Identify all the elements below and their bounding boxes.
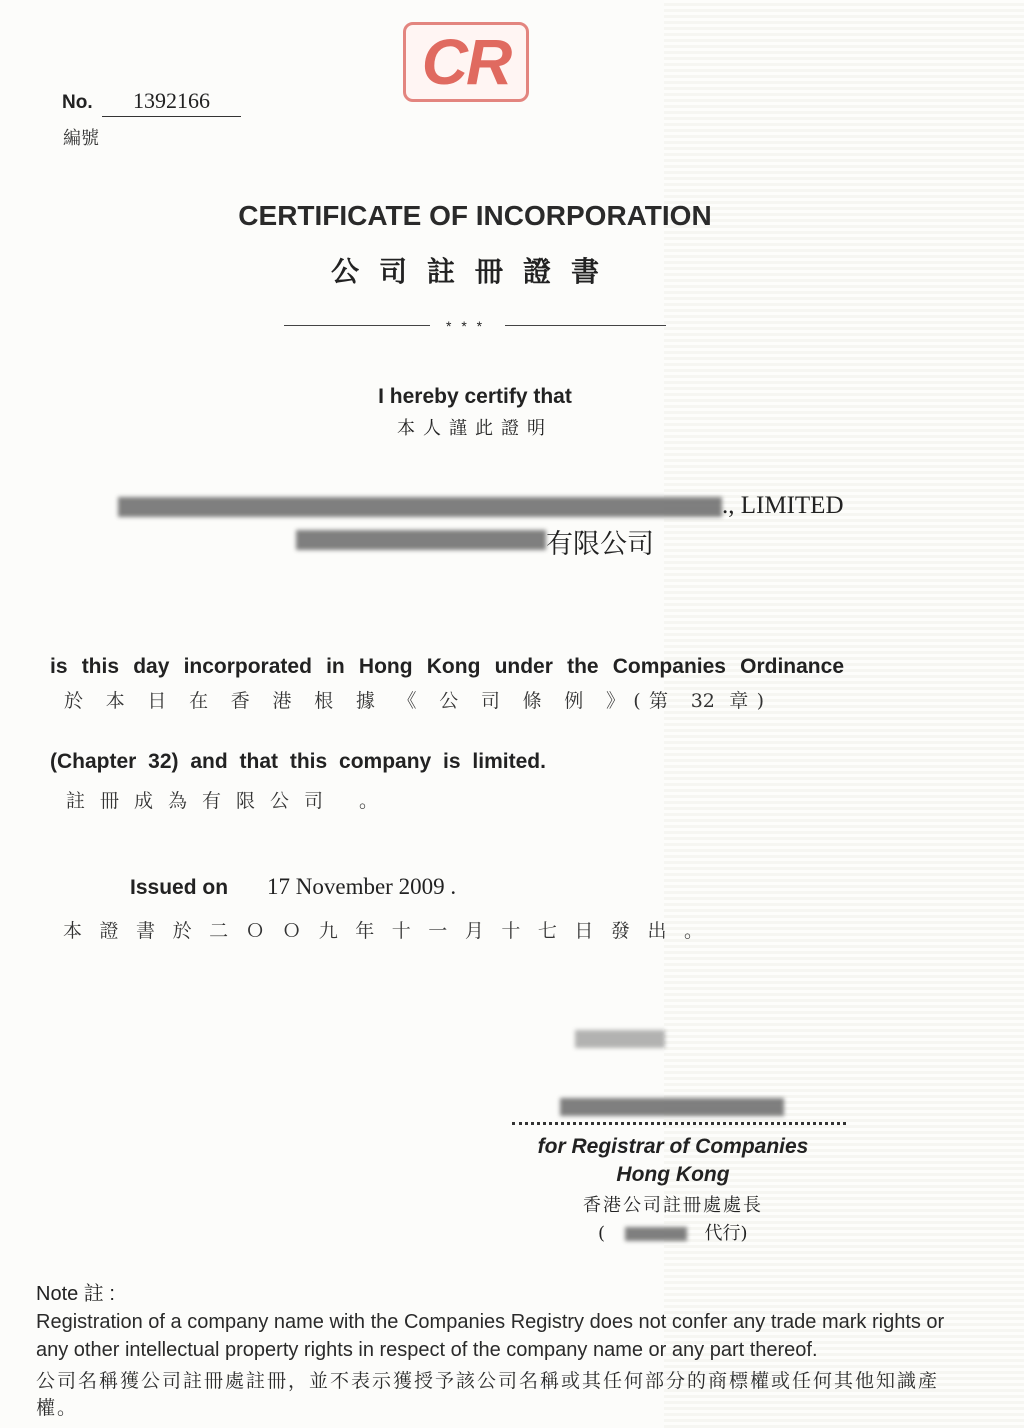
document-title: CERTIFICATE OF INCORPORATION [238,200,712,231]
note-text: Registration of a company name with the Companies Registry does not confer any trade mark rights or any other intellectual property rights in respect of the company name or any part thereof. [36,1311,945,1361]
issued-date: 17 November 2009 . [267,874,457,899]
certificate-number-label-zh: 編號 [63,128,99,149]
separator-rule-left [284,325,430,326]
signature-line [512,1122,846,1125]
issued-date-zh: 本 證 書 於 二 Ｏ Ｏ 九 年 十 一 月 十 七 日 發 出 。 [63,920,703,942]
certificate-number-value: 1392166 [102,88,241,117]
separator-stars: * * * [446,318,486,334]
companies-registry-logo [403,22,529,102]
incorporation-line-1: is this day incorporated in Hong Kong under the Companies Ordinance [50,655,844,678]
note-text-zh: 公司名稱獲公司註冊處註冊，並不表示獲授予該公司名稱或其任何部分的商標權或任何其他知識產權。 [36,1370,940,1419]
redacted-acting-name [625,1227,687,1241]
certify-statement: I hereby certify that [378,385,572,408]
redacted-company-name-en [118,497,722,517]
incorporation-line-2: (Chapter 32) and that this company is limited. [50,750,546,773]
document-title-zh: 公司註冊證書 [330,255,619,288]
certificate-number-label: No. [62,92,93,113]
acting-open-paren: ( [598,1223,606,1244]
acting-line [598,1219,748,1245]
company-name-zh-suffix: 有限公司 [546,529,654,560]
registrar-title: for Registrar of Companies [537,1135,809,1158]
registrar-title-zh: 香港公司註冊處處長 [583,1195,763,1216]
certify-statement-zh: 本人謹此證明 [397,418,553,439]
logo-text: CR [421,26,511,98]
issued-on-label: Issued on [130,876,229,899]
redacted-signatory-name [560,1098,784,1116]
incorporation-line-2-zh: 註冊成為有限公司 。 [66,790,394,812]
registrar-place: Hong Kong [616,1163,730,1186]
redacted-company-name-zh [296,530,546,550]
note-label: Note 註 : [36,1283,115,1305]
company-name-en-suffix: ., LIMITED [722,492,844,519]
redacted-signature [575,1030,665,1048]
separator-rule-right [505,325,666,326]
acting-text-zh: 代行) [704,1223,748,1244]
incorporation-line-1-zh: 於 本 日 在 香 港 根 據 《 公 司 條 例 》(第 32 章) [64,690,764,712]
